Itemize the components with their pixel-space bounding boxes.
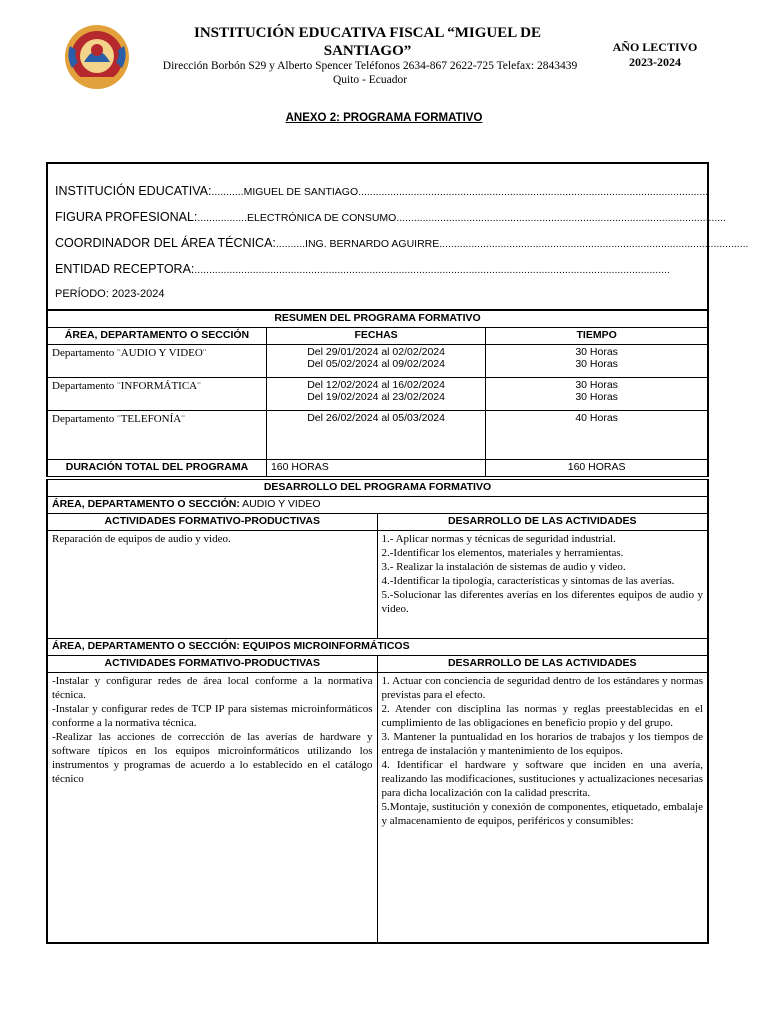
tiempo-line: 30 Horas <box>575 358 618 370</box>
tiempo-line: 30 Horas <box>575 379 618 391</box>
field-figura <box>55 210 726 224</box>
fecha-line: Del 05/02/2024 al 09/02/2024 <box>307 358 445 370</box>
total-label: DURACIÓN TOTAL DEL PROGRAMA <box>47 460 266 477</box>
col-fechas-header: FECHAS <box>266 328 485 345</box>
fechas-cell <box>266 378 485 411</box>
institucion-value: ...........MIGUEL DE SANTIAGO........................................................................................................................ <box>211 186 709 198</box>
tiempo-line: 30 Horas <box>575 346 618 358</box>
area1-value: AUDIO Y VIDEO <box>239 498 321 510</box>
table-row <box>47 531 708 639</box>
field-institucion <box>55 184 709 198</box>
tiempo-cell <box>486 411 708 460</box>
coordinador-label: COORDINADOR DEL ÁREA TÉCNICA: <box>55 236 276 250</box>
list-item: 2. Atender con disciplina las normas y reglas preestablecidas en el cumplimiento de las obligaciones en beneficio propio y del grupo. <box>381 703 703 729</box>
tiempo-cell <box>486 345 708 378</box>
area2-heading: ÁREA, DEPARTAMENTO O SECCIÓN: EQUIPOS MICROINFORMÁTICOS <box>47 639 708 656</box>
actividad-cell: Reparación de equipos de audio y video. <box>47 531 377 639</box>
col-tiempo-header: TIEMPO <box>486 328 708 345</box>
desarrollo-cell <box>377 673 708 943</box>
fecha-line: Del 29/01/2024 al 02/02/2024 <box>307 346 445 358</box>
area-cell: Departamento ¨TELEFONÍA¨ <box>47 411 266 460</box>
table-row <box>47 673 708 943</box>
actividad-cell <box>47 673 377 943</box>
coordinador-value: ..........ING. BERNARDO AGUIRRE.......................................................................................................... <box>275 238 749 250</box>
tiempo-line: 30 Horas <box>575 391 618 403</box>
year-value: 2023-2024 <box>629 55 681 69</box>
list-item: 5.-Solucionar las diferentes averías en los diferentes equipos de audio y video. <box>381 589 703 615</box>
resumen-title: RESUMEN DEL PROGRAMA FORMATIVO <box>47 311 708 328</box>
list-item: 4. Identificar el hardware y software que inciden en una avería, realizando las modificaciones, sustituciones y actualizaciones necesarias para dicha localización con la calidad prescrita. <box>381 759 703 799</box>
list-item: -Realizar las acciones de corrección de las averías de hardware y software típicos en los equipos microinformáticos utilizando los instrumentos y programas de acuerdo a lo establecido en el catálogo técnico <box>52 731 373 785</box>
col-actividades-header: ACTIVIDADES FORMATIVO-PRODUCTIVAS <box>47 514 377 531</box>
total-row <box>47 460 708 477</box>
list-item: 3.- Realizar la instalación de sistemas de audio y video. <box>381 561 626 573</box>
fecha-line: Del 26/02/2024 al 05/03/2024 <box>307 412 445 424</box>
table-row <box>47 411 708 460</box>
list-item: 4.-Identificar la tipología, características y síntomas de las averías. <box>381 575 675 587</box>
periodo: PERÍODO: 2023-2024 <box>55 288 165 300</box>
area1-label: ÁREA, DEPARTAMENTO O SECCIÓN: <box>52 498 240 510</box>
table-row <box>47 378 708 411</box>
institucion-label: INSTITUCIÓN EDUCATIVA: <box>55 184 212 198</box>
fecha-line: Del 12/02/2024 al 16/02/2024 <box>307 379 445 391</box>
city-line: Quito - Ecuador <box>332 74 408 86</box>
school-crest-logo <box>62 22 132 92</box>
document-title: ANEXO 2: PROGRAMA FORMATIVO <box>285 112 483 124</box>
list-item: -Instalar y configurar redes de TCP IP para sistemas microinformáticos conforme a la normativa técnica. <box>52 703 373 729</box>
address-line: Dirección Borbón S29 y Alberto Spencer Teléfonos 2634-867 2622-725 Telefax: 2843439 <box>162 60 578 72</box>
total-tiempo: 160 HORAS <box>486 460 708 477</box>
desarrollo-cell <box>377 531 708 639</box>
field-entidad <box>55 262 695 276</box>
desarrollo-table <box>46 479 709 944</box>
desarrollo-title: DESARROLLO DEL PROGRAMA FORMATIVO <box>47 480 708 497</box>
figura-value: .................ELECTRÓNICA DE CONSUMO................................................................................................................. <box>197 212 726 224</box>
area-cell: Departamento ¨INFORMÁTICA¨ <box>47 378 266 411</box>
field-coordinador <box>55 236 749 250</box>
col-actividades-header: ACTIVIDADES FORMATIVO-PRODUCTIVAS <box>47 656 377 673</box>
fecha-line: Del 19/02/2024 al 23/02/2024 <box>307 391 445 403</box>
resumen-table <box>46 310 709 477</box>
figura-label: FIGURA PROFESIONAL: <box>55 210 198 224</box>
list-item: -Instalar y configurar redes de área local conforme a la normativa técnica. <box>52 675 373 701</box>
fechas-cell <box>266 345 485 378</box>
area1-heading <box>47 497 708 514</box>
list-item: 3. Mantener la puntualidad en los horarios de trabajos y los tiempos de entrega de instalación y mantenimiento de los equipos. <box>381 731 703 757</box>
entidad-value: ................................................................................................................................................................... <box>194 264 670 276</box>
tiempo-line: 40 Horas <box>575 412 618 424</box>
list-item: 2.-Identificar los elementos, materiales y herramientas. <box>381 547 624 559</box>
total-fechas: 160 HORAS <box>266 460 485 477</box>
school-year <box>600 40 710 70</box>
entidad-label: ENTIDAD RECEPTORA: <box>55 262 195 276</box>
col-desarrollo-header: DESARROLLO DE LAS ACTIVIDADES <box>377 656 708 673</box>
list-item: 1. Actuar con conciencia de seguridad dentro de los estándares y normas previstas para el efecto. <box>381 675 703 701</box>
area-cell: Departamento ¨AUDIO Y VIDEO¨ <box>47 345 266 378</box>
institution-address <box>150 59 590 87</box>
table-row <box>47 345 708 378</box>
col-area-header: ÁREA, DEPARTAMENTO O SECCIÓN <box>47 328 266 345</box>
year-label: AÑO LECTIVO <box>612 40 698 54</box>
col-desarrollo-header: DESARROLLO DE LAS ACTIVIDADES <box>377 514 708 531</box>
tiempo-cell <box>486 378 708 411</box>
info-box <box>46 162 749 310</box>
list-item: 1.- Aplicar normas y técnicas de seguridad industrial. <box>381 533 616 545</box>
list-item: 5.Montaje, sustitución y conexión de componentes, etiquetado, embalaje y almacenamiento de equipos, periféricos y consumibles: <box>381 801 703 827</box>
institution-title: INSTITUCIÓN EDUCATIVA FISCAL “MIGUEL DE SANTIAGO” <box>193 25 542 59</box>
fechas-cell <box>266 411 485 460</box>
